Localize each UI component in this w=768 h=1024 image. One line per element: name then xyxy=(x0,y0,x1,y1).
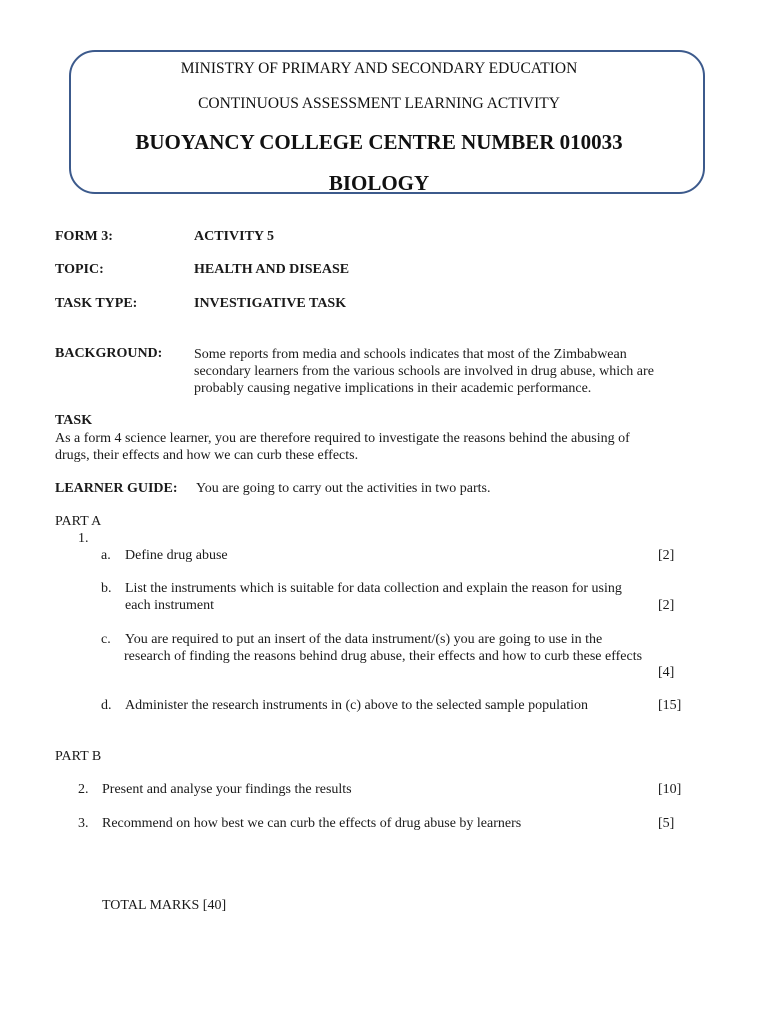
task-line: As a form 4 science learner, you are therefore required to investigate the reasons behind the abusing of xyxy=(55,431,630,446)
task-type-value: INVESTIGATIVE TASK xyxy=(194,296,347,311)
item-marks: [2] xyxy=(658,548,675,563)
item-text: Define drug abuse xyxy=(125,548,228,563)
item-text: List the instruments which is suitable for data collection and explain the reason for using xyxy=(125,581,622,596)
form-value: ACTIVITY 5 xyxy=(194,229,274,244)
item-letter: a. xyxy=(101,548,111,563)
ministry-title: MINISTRY OF PRIMARY AND SECONDARY EDUCATION xyxy=(180,60,578,77)
item-marks: [15] xyxy=(658,698,682,713)
question-number: 3. xyxy=(78,816,89,831)
part-a-heading: PART A xyxy=(55,514,102,529)
centre-title: BUOYANCY COLLEGE CENTRE NUMBER 010033 xyxy=(135,130,623,154)
question-number: 1. xyxy=(78,531,89,546)
item-letter: d. xyxy=(101,698,112,713)
subject-title: BIOLOGY xyxy=(328,171,430,195)
part-b-heading: PART B xyxy=(55,749,102,764)
item-text: Present and analyse your findings the results xyxy=(102,782,352,797)
form-label: FORM 3: xyxy=(55,229,113,244)
background-line: Some reports from media and schools indicates that most of the Zimbabwean xyxy=(194,347,627,362)
item-text: research of finding the reasons behind drug abuse, their effects and how to curb these effects xyxy=(124,649,643,664)
item-text: Recommend on how best we can curb the effects of drug abuse by learners xyxy=(102,816,522,831)
learner-guide-text: You are going to carry out the activities in two parts. xyxy=(196,481,491,496)
activity-type-title: CONTINUOUS ASSESSMENT LEARNING ACTIVITY xyxy=(198,95,560,112)
learner-guide-label: LEARNER GUIDE: xyxy=(55,481,178,496)
question-number: 2. xyxy=(78,782,89,797)
item-marks: [5] xyxy=(658,816,675,831)
item-marks: [4] xyxy=(658,665,675,680)
item-letter: c. xyxy=(101,632,111,647)
background-line: secondary learners from the various schools are involved in drug abuse, which are xyxy=(194,364,654,379)
item-text: each instrument xyxy=(125,598,215,613)
item-text: Administer the research instruments in (c) above to the selected sample population xyxy=(125,698,589,713)
total-marks: TOTAL MARKS [40] xyxy=(102,898,227,913)
topic-value: HEALTH AND DISEASE xyxy=(194,262,350,277)
task-heading: TASK xyxy=(55,413,93,428)
item-text: You are required to put an insert of the data instrument/(s) you are going to use in the xyxy=(125,632,603,647)
item-marks: [10] xyxy=(658,782,682,797)
topic-label: TOPIC: xyxy=(55,262,104,277)
item-letter: b. xyxy=(101,581,112,596)
background-label: BACKGROUND: xyxy=(55,346,163,361)
background-line: probably causing negative implications in their academic performance. xyxy=(194,381,592,396)
item-marks: [2] xyxy=(658,598,675,613)
task-line: drugs, their effects and how we can curb these effects. xyxy=(55,448,359,463)
task-type-label: TASK TYPE: xyxy=(55,296,138,311)
